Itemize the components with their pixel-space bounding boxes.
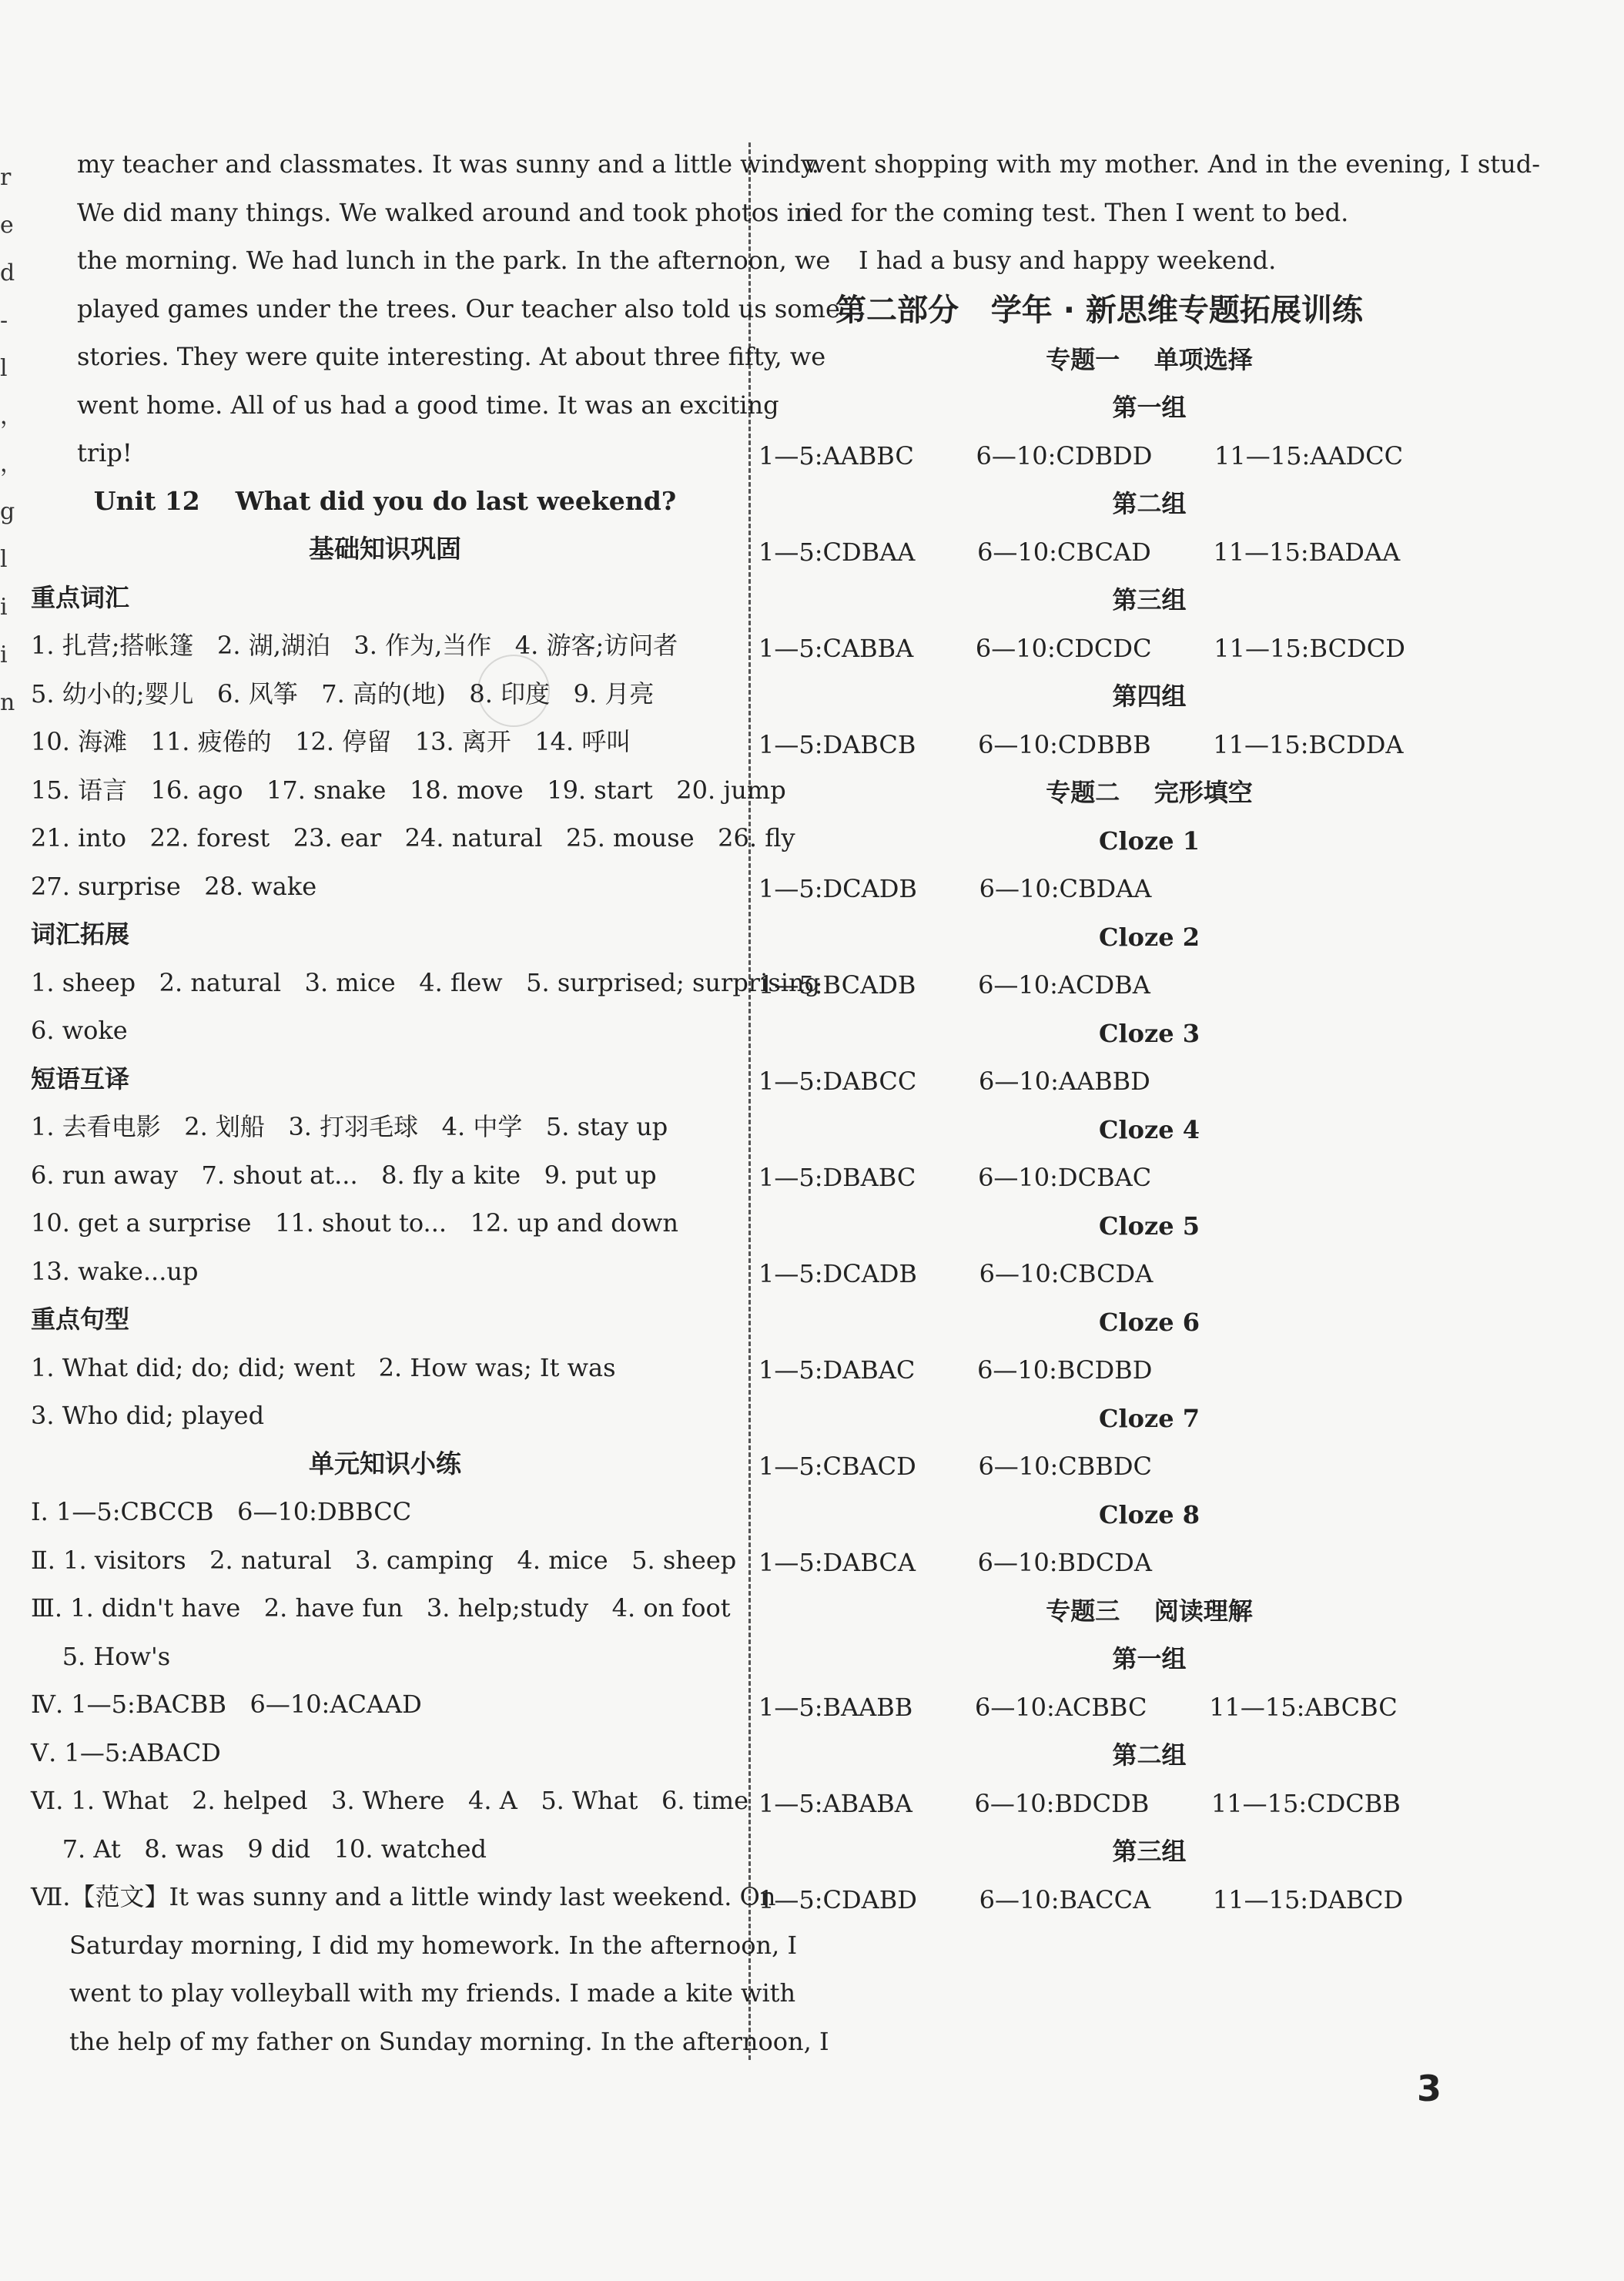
answer-line: 1—5:CBACD 6—10:CBBDC xyxy=(758,1452,1152,1481)
model-essay-line: went shopping with my mother. And in the evening, I stud- xyxy=(805,149,1540,179)
group-title: Cloze 5 xyxy=(1099,1211,1200,1241)
practice-line: Ⅵ. 1. What 2. helped 3. Where 4. A 5. What 6. time xyxy=(31,1786,749,1815)
practice-line: Ⅲ. 1. didn't have 2. have fun 3. help;study 4. on foot xyxy=(31,1593,731,1623)
essay-line: my teacher and classmates. It was sunny and a little windy. xyxy=(77,149,819,179)
group-title: 第四组 xyxy=(1112,682,1187,711)
sentence-line: 3. Who did; played xyxy=(31,1401,265,1430)
essay-line: the morning. We had lunch in the park. In the afternoon, we xyxy=(77,246,831,275)
section-title-basic: 基础知识巩固 xyxy=(309,534,461,564)
answer-line: 1—5:DABCA 6—10:BDCDA xyxy=(758,1548,1152,1577)
answer-line: 1—5:CDBAA 6—10:CBCAD 11—15:BADAA xyxy=(758,537,1401,567)
expand-line: 6. woke xyxy=(31,1016,128,1045)
essay-line: stories. They were quite interesting. At about three fifty, we xyxy=(77,342,826,371)
edge-char: l xyxy=(0,355,8,382)
right-column xyxy=(758,140,1540,1924)
edge-char: e xyxy=(0,212,14,239)
model-essay-line: ied for the coming test. Then I went to bed. xyxy=(805,197,1349,227)
answer-line: 1—5:DABCC 6—10:AABBD xyxy=(758,1067,1150,1096)
answer-line: 1—5:ABABA 6—10:BDCDB 11—15:CDCBB xyxy=(758,1788,1401,1818)
heading-vocab: 重点词汇 xyxy=(31,582,130,612)
group-title: 第二组 xyxy=(1112,1740,1187,1770)
vocab-line: 21. into 22. forest 23. ear 24. natural 25. mouse 26. fly xyxy=(31,823,795,852)
model-essay-line: went to play volleyball with my friends. I made a kite with xyxy=(69,1978,796,2008)
model-essay-line: Ⅶ.【范文】It was sunny and a little windy last weekend. On xyxy=(31,1882,776,1911)
heading-phrase: 短语互译 xyxy=(31,1063,130,1094)
essay-line: trip! xyxy=(77,438,132,467)
vocab-line: 27. surprise 28. wake xyxy=(31,871,317,901)
edge-char: n xyxy=(0,689,15,716)
practice-line: 7. At 8. was 9 did 10. watched xyxy=(31,1834,487,1864)
group-title: Cloze 7 xyxy=(1099,1403,1200,1433)
vocab-line: 15. 语言 16. ago 17. snake 18. move 19. start 20. jump xyxy=(31,775,786,805)
edge-char: r xyxy=(0,164,12,191)
edge-char: g xyxy=(0,498,15,525)
group-title: Cloze 8 xyxy=(1099,1499,1200,1529)
practice-line: Ⅰ. 1—5:CBCCB 6—10:DBBCC xyxy=(31,1497,412,1526)
practice-line: Ⅱ. 1. visitors 2. natural 3. camping 4. mice 5. sheep xyxy=(31,1545,737,1575)
vocab-line: 10. 海滩 11. 疲倦的 12. 停留 13. 离开 14. 呼叫 xyxy=(31,727,631,756)
practice-line: 5. How's xyxy=(31,1641,171,1671)
answer-line: 1—5:BCADB 6—10:ACDBA xyxy=(758,970,1150,1000)
edge-char: ， xyxy=(0,451,23,477)
answer-line: 1—5:DCADB 6—10:CBDAA xyxy=(758,874,1152,903)
answer-line: 1—5:AABBC 6—10:CDBDD 11—15:AADCC xyxy=(758,440,1404,471)
edge-char: - xyxy=(0,307,8,334)
practice-line: Ⅳ. 1—5:BACBB 6—10:ACAAD xyxy=(31,1690,422,1719)
cropped-edge-text xyxy=(0,154,23,2079)
unit-title: Unit 12 What did you do last weekend? xyxy=(93,485,677,516)
answer-line: 1—5:CDABD 6—10:BACCA 11—15:DABCD xyxy=(758,1884,1404,1914)
sentence-line: 1. What did; do; did; went 2. How was; It was xyxy=(31,1352,616,1382)
edge-char: d xyxy=(0,260,15,286)
answer-line: 1—5:DCADB 6—10:CBCDA xyxy=(758,1259,1154,1288)
group-title: 第一组 xyxy=(1112,1644,1187,1673)
group-title: Cloze 1 xyxy=(1099,826,1200,856)
expand-line: 1. sheep 2. natural 3. mice 4. flew 5. surprised; surprising xyxy=(31,967,821,997)
topic-title: 专题一 单项选择 xyxy=(1046,344,1253,374)
group-title: 第一组 xyxy=(1112,393,1187,422)
edge-char: ， xyxy=(0,403,23,430)
phrase-line: 13. wake...up xyxy=(31,1256,199,1286)
essay-line: We did many things. We walked around and took photos in xyxy=(77,197,811,227)
group-title: Cloze 3 xyxy=(1099,1018,1200,1048)
heading-expand: 词汇拓展 xyxy=(31,919,130,949)
answer-line: 1—5:DABCB 6—10:CDBBB 11—15:BCDDA xyxy=(758,729,1404,759)
edge-char: l xyxy=(0,546,8,573)
model-essay-line: I had a busy and happy weekend. xyxy=(859,246,1277,275)
part-title: 第二部分 学年 · 新思维专题拓展训练 xyxy=(835,292,1363,328)
model-essay-line: Saturday morning, I did my homework. In the afternoon, I xyxy=(69,1930,798,1960)
answer-line: 1—5:CABBA 6—10:CDCDC 11—15:BCDCD xyxy=(758,633,1405,663)
section-title-practice: 单元知识小练 xyxy=(309,1448,461,1479)
group-title: Cloze 4 xyxy=(1099,1114,1200,1144)
heading-sentence: 重点句型 xyxy=(31,1305,130,1334)
practice-line: Ⅴ. 1—5:ABACD xyxy=(31,1737,221,1767)
topic-title: 专题二 完形填空 xyxy=(1046,778,1253,807)
topic-title: 专题三 阅读理解 xyxy=(1046,1596,1253,1626)
edge-char: i xyxy=(0,594,8,621)
group-title: 第二组 xyxy=(1112,489,1187,518)
column-divider xyxy=(748,142,751,2060)
answer-line: 1—5:BAABB 6—10:ACBBC 11—15:ABCBC xyxy=(758,1692,1398,1722)
phrase-line: 6. run away 7. shout at... 8. fly a kite 9. put up xyxy=(31,1160,657,1190)
group-title: Cloze 2 xyxy=(1099,922,1200,952)
model-essay-line: the help of my father on Sunday morning. In the afternoon, I xyxy=(69,2026,829,2056)
answer-line: 1—5:DBABC 6—10:DCBAC xyxy=(758,1163,1152,1192)
group-title: 第三组 xyxy=(1112,585,1187,615)
vocab-line: 5. 幼小的;婴儿 6. 风筝 7. 高的(地) 8. 印度 9. 月亮 xyxy=(31,678,655,708)
edge-char: i xyxy=(0,641,8,668)
essay-line: played games under the trees. Our teacher also told us some xyxy=(77,293,840,323)
phrase-line: 1. 去看电影 2. 划船 3. 打羽毛球 4. 中学 5. stay up xyxy=(31,1112,668,1141)
answer-line: 1—5:DABAC 6—10:BCDBD xyxy=(758,1355,1153,1385)
phrase-line: 10. get a surprise 11. shout to... 12. up and down xyxy=(31,1208,678,1238)
essay-line: went home. All of us had a good time. It was an exciting xyxy=(77,390,779,420)
left-column xyxy=(31,140,840,2065)
group-title: Cloze 6 xyxy=(1099,1307,1200,1337)
group-title: 第三组 xyxy=(1112,1837,1187,1866)
vocab-line: 1. 扎营;搭帐篷 2. 湖,湖泊 3. 作为,当作 4. 游客;访问者 xyxy=(31,631,678,660)
page-number: 3 xyxy=(1417,2068,1442,2109)
